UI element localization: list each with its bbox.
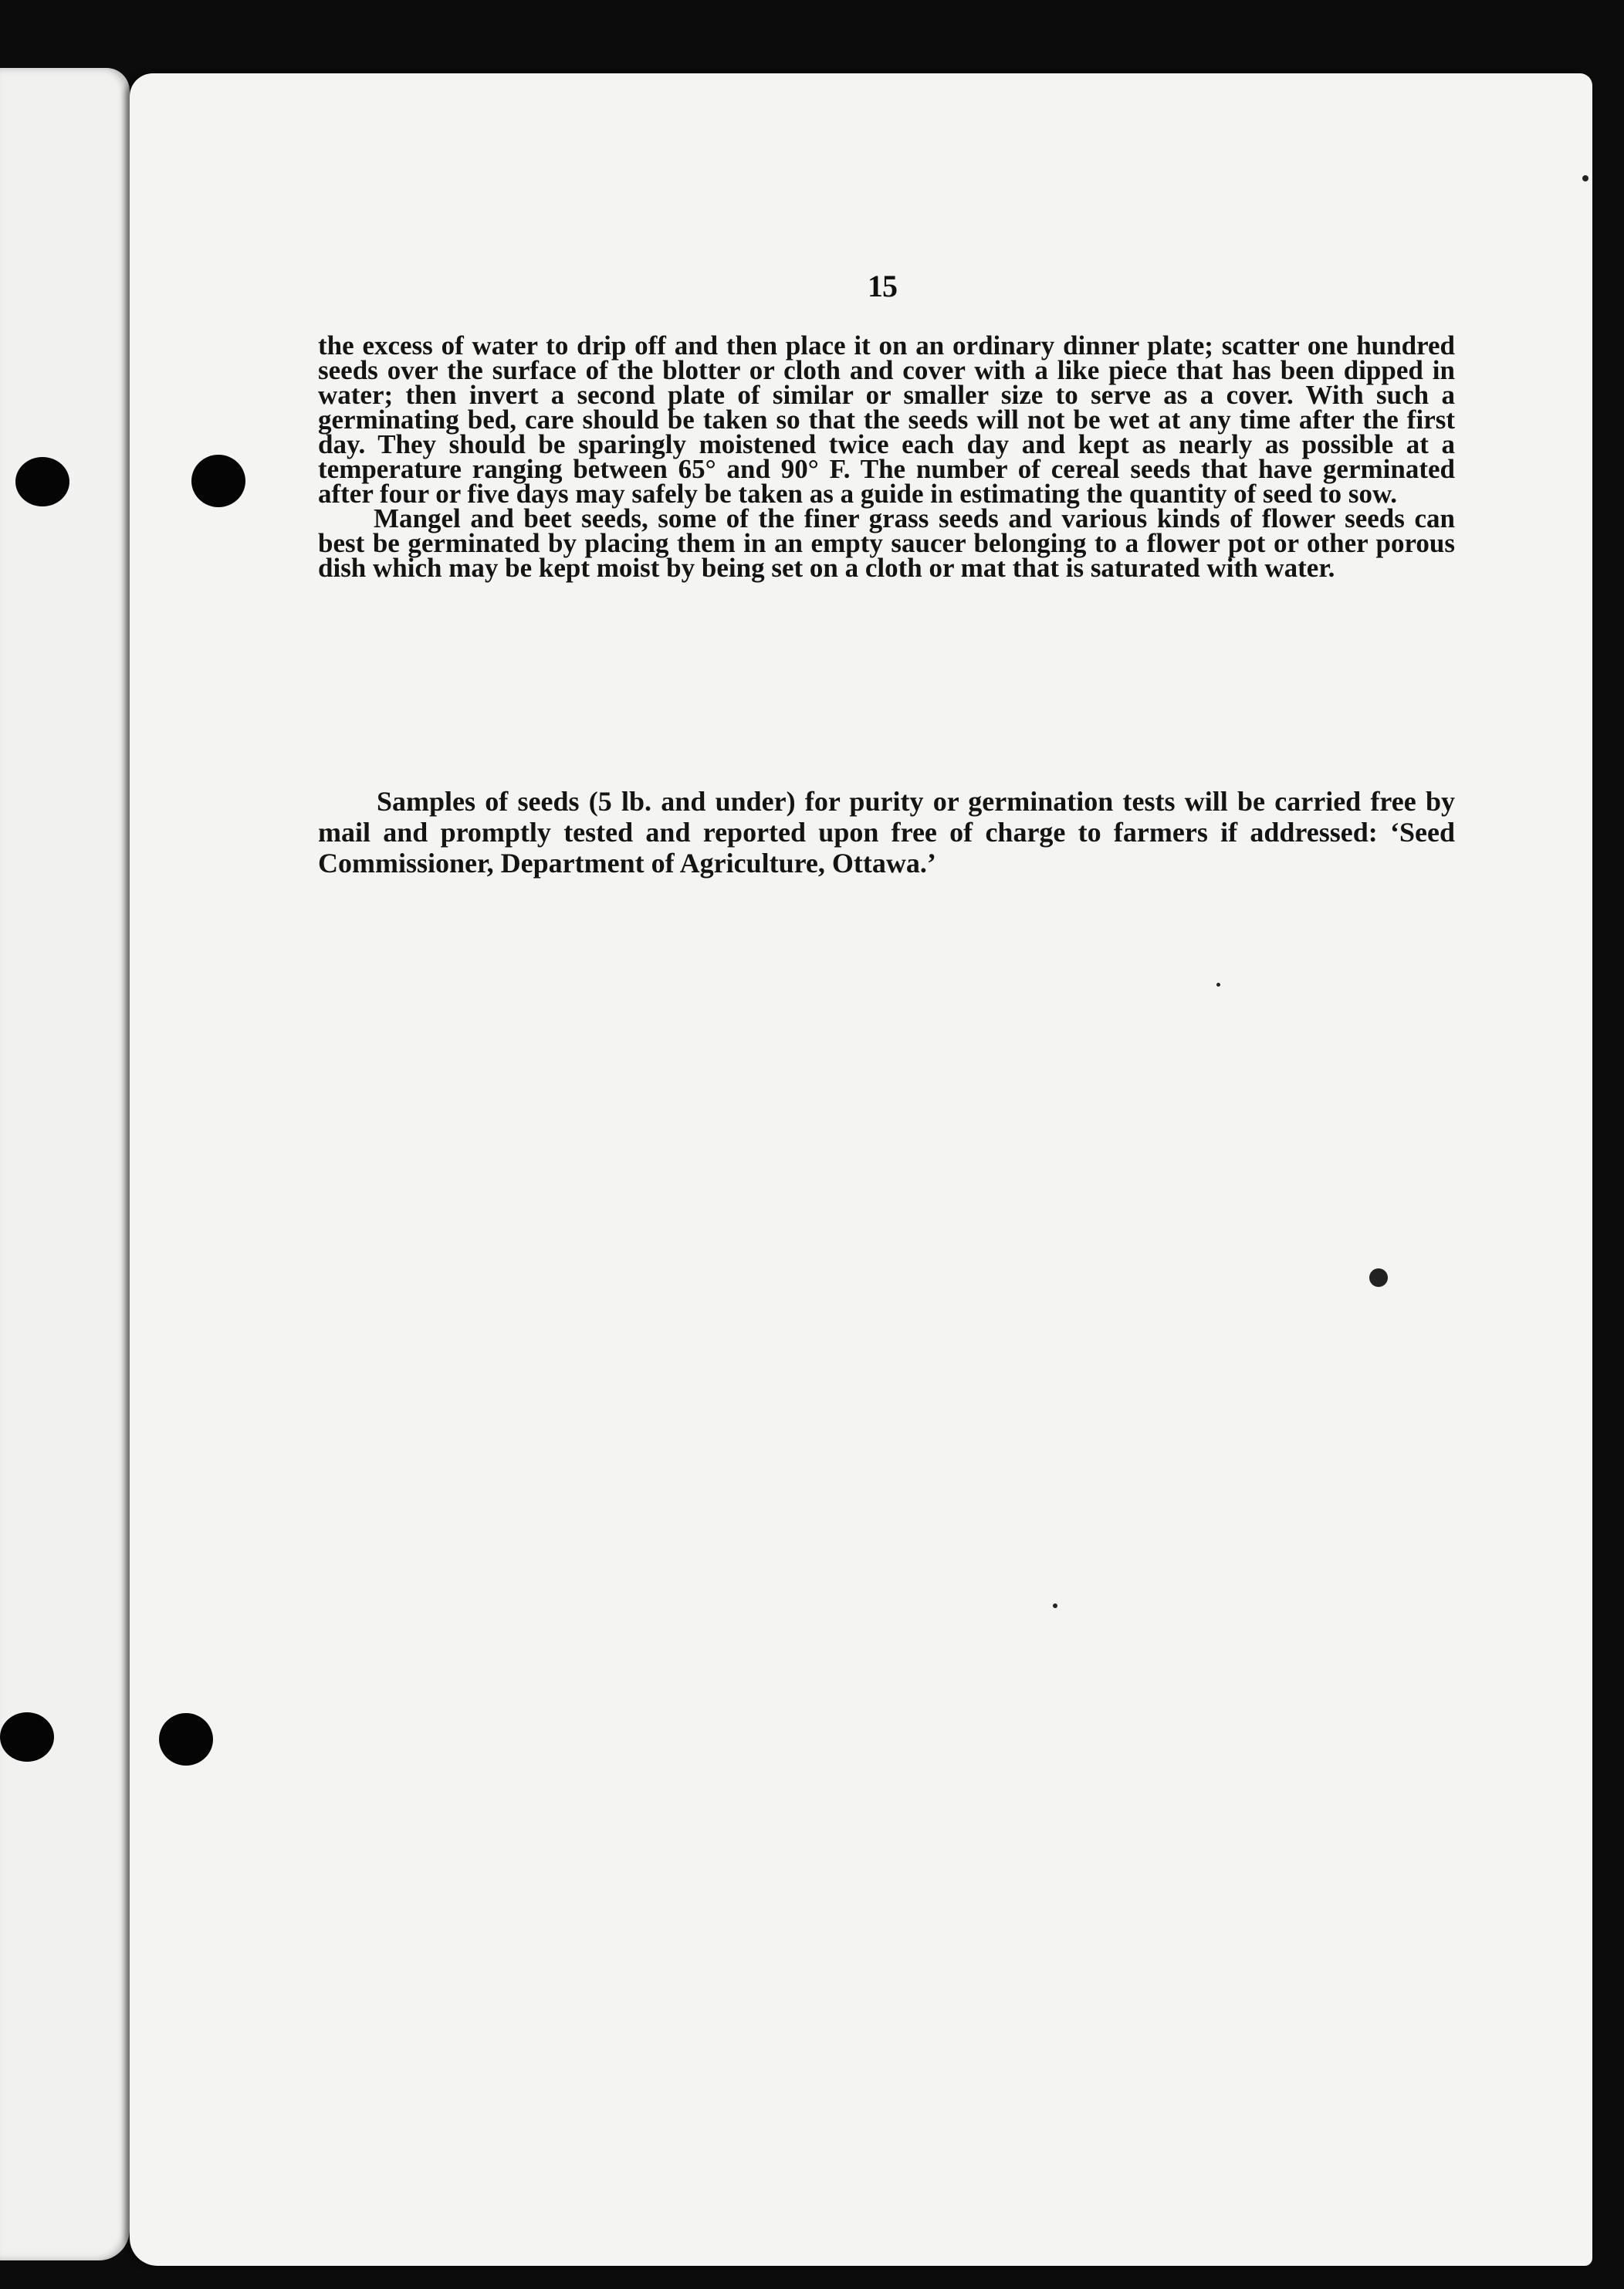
- punch-hole-bottom: [159, 1713, 213, 1766]
- seed-commissioner-notice: [318, 786, 1455, 879]
- body-text: [318, 330, 1455, 583]
- paragraph-germinating-bed: the excess of water to drip off and then place it on an ordinary dinner plate; scatter one hundred seeds over the surface of the blotter or cloth and cover with a like piece that has been dipped in water; then invert a second plate of similar or smaller size to serve as a cover. With such a germinating bed, care should be taken so that the seeds will not be wet at any time after the first day. They should be sparingly moistened twice each day and kept as nearly as possible at a temperature ranging between 65° and 90° F. The number of cereal seeds that have germinated after four or five days may safely be taken as a guide in estimating the quantity of seed to sow.: [318, 330, 1455, 509]
- punch-hole-left-top: [15, 457, 69, 506]
- speck-small-1: [1216, 983, 1220, 987]
- page-number: 15: [868, 269, 897, 303]
- punch-hole-left-bottom: [0, 1712, 54, 1762]
- previous-page-edge: [0, 68, 130, 2260]
- speck-right: [1369, 1268, 1388, 1287]
- notice-text: Samples of seeds (5 lb. and under) for purity or germination tests will be carried free by mail and promptly tested and reported upon free of charge to farmers if addressed: ‘Seed Commissioner, Department of Agriculture, Ottawa.’: [318, 786, 1455, 879]
- punch-hole-top: [191, 455, 245, 507]
- speck-small-2: [1053, 1603, 1057, 1608]
- paragraph-mangel-seeds: Mangel and beet seeds, some of the finer grass seeds and various kinds of flower seeds can best be germinated by placing them in an empty saucer belonging to a flower pot or other porous dish which may be kept moist by being set on a cloth or mat that is saturated with water.: [318, 503, 1455, 583]
- speck-corner: [1582, 175, 1588, 181]
